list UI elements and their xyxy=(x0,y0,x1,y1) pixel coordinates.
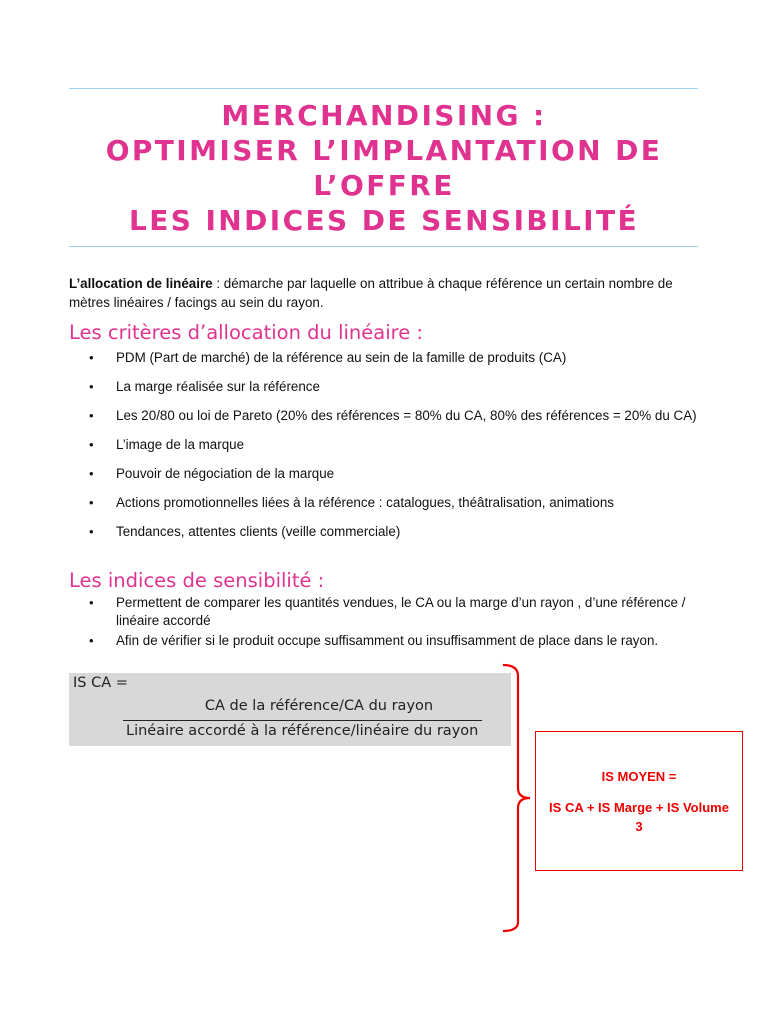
list-item xyxy=(69,348,699,368)
title-line-1: MERCHANDISING : xyxy=(221,99,547,132)
list-item-text: Permettent de comparer les quantités vendues, le CA ou la marge d’un rayon , d’une référence / linéaire accordé xyxy=(116,595,686,628)
top-rule xyxy=(69,88,698,89)
list-item xyxy=(69,377,699,397)
is-ca-formula xyxy=(69,673,511,746)
fraction-bar xyxy=(123,720,482,721)
is-moyen-denominator: 3 xyxy=(635,819,643,834)
bullet-icon: • xyxy=(89,350,94,365)
is-moyen-formula xyxy=(540,798,738,836)
intro-term: L’allocation de linéaire xyxy=(69,276,213,291)
page-title xyxy=(60,98,708,238)
bullet-icon: • xyxy=(89,466,94,481)
formula-label: IS CA = xyxy=(73,675,128,691)
list-item xyxy=(69,406,699,426)
list-item-text: Afin de vérifier si le produit occupe suffisamment ou insuffisamment de place dans le rayon. xyxy=(116,633,659,648)
bullet-icon: • xyxy=(89,408,94,423)
list-item-text: L’image de la marque xyxy=(116,437,245,452)
formula-denominator: Linéaire accordé à la référence/linéaire du rayon xyxy=(126,723,479,739)
bullet-icon: • xyxy=(89,524,94,539)
right-brace-icon xyxy=(500,660,534,936)
list-item xyxy=(69,594,699,630)
title-line-2: OPTIMISER L’IMPLANTATION DE xyxy=(105,134,663,167)
list-item xyxy=(69,464,699,484)
intro-paragraph xyxy=(69,274,699,312)
list-item-text: Tendances, attentes clients (veille commerciale) xyxy=(116,524,401,539)
list-item-text: Pouvoir de négociation de la marque xyxy=(116,466,335,481)
formula-numerator: CA de la référence/CA du rayon xyxy=(204,698,434,714)
bottom-rule xyxy=(69,246,698,247)
sensitivity-heading: Les indices de sensibilité : xyxy=(69,569,325,592)
is-moyen-label: IS MOYEN = xyxy=(601,769,677,784)
list-item-text: La marge réalisée sur la référence xyxy=(116,379,320,394)
criteria-heading: Les critères d’allocation du linéaire : xyxy=(69,321,423,344)
bullet-icon: • xyxy=(89,495,94,510)
list-item-text: Actions promotionnelles liées à la référence : catalogues, théâtralisation, animations xyxy=(116,495,614,510)
title-line-3: L’OFFRE xyxy=(313,169,455,202)
list-item xyxy=(69,435,699,455)
list-item xyxy=(69,632,699,650)
sensitivity-list xyxy=(69,594,699,652)
bullet-icon: • xyxy=(89,633,94,648)
is-moyen-numerator: IS CA + IS Marge + IS Volume xyxy=(549,800,729,815)
is-moyen-box xyxy=(535,731,743,871)
list-item-text: Les 20/80 ou loi de Pareto (20% des références = 80% du CA, 80% des références = 20% du CA) xyxy=(116,408,697,423)
bullet-icon: • xyxy=(89,379,94,394)
intro-definition: : démarche par laquelle on attribue à chaque référence un certain nombre de mètres linéaires / facings au sein du rayon. xyxy=(69,276,673,310)
list-item xyxy=(69,522,699,542)
criteria-list xyxy=(69,348,699,551)
list-item xyxy=(69,493,699,513)
bullet-icon: • xyxy=(89,437,94,452)
title-line-4: LES INDICES DE SENSIBILITÉ xyxy=(128,204,640,237)
list-item-text: PDM (Part de marché) de la référence au sein de la famille de produits (CA) xyxy=(116,350,567,365)
bullet-icon: • xyxy=(89,595,94,610)
